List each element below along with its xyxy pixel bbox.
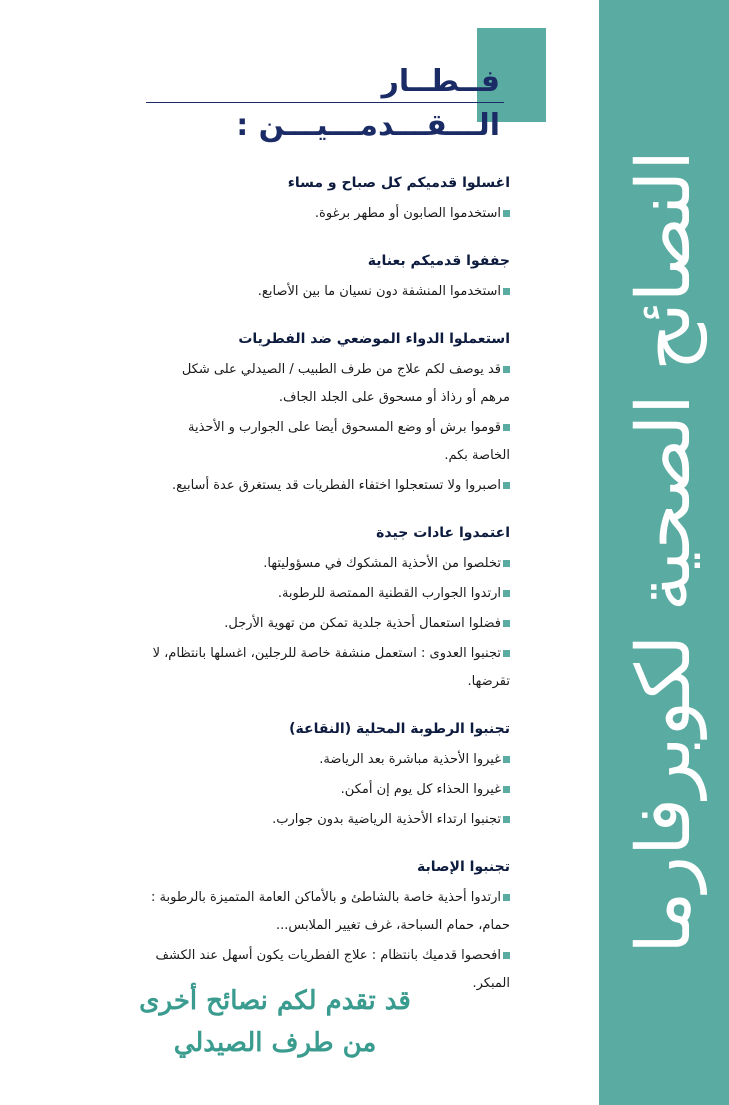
square-bullet-icon (503, 366, 510, 373)
section-heading: تجنبوا الإصابة (417, 859, 510, 875)
list-item: قد يوصف لكم علاج من طرف الطبيب / الصيدلي على شكل مرهم أو رذاذ أو مسحوق على الجلد الجاف. (181, 362, 510, 405)
footer-note (110, 980, 440, 1064)
square-bullet-icon (503, 952, 510, 959)
list-item: افحصوا قدميك بانتظام : علاج الفطريات يكون أسهل عند الكشف المبكر. (155, 948, 510, 991)
list-item: اصبروا ولا تستعجلوا اختفاء الفطريات قد يستغرق عدة أسابيع. (150, 472, 510, 500)
list-item: استخدموا المنشفة دون نسيان ما بين الأصابع. (150, 278, 510, 306)
square-bullet-icon (503, 786, 510, 793)
list-item: تجنبوا العدوى : استعمل منشفة خاصة للرجلين، اغسلها بانتظام، لا تقرضها. (152, 646, 510, 689)
square-bullet-icon (503, 288, 510, 295)
list-item: تجنبوا ارتداء الأحذية الرياضية بدون جوارب. (150, 806, 510, 834)
advice-content (150, 172, 510, 1020)
section-heading: اعتمدوا عادات جيدة (376, 525, 510, 541)
list-item: قوموا برش أو وضع المسحوق أيضا على الجوارب و الأحذية الخاصة بكم. (188, 420, 510, 463)
square-bullet-icon (503, 482, 510, 489)
page-title: فــطــار الـــقـــدمـــيـــن : (236, 64, 500, 143)
section-infection (150, 856, 510, 998)
list-item: فضلوا استعمال أحذية جلدية تمكن من تهوية الأرجل. (150, 610, 510, 638)
section-heading: استعملوا الدواء الموضعي ضد الفطريات (238, 331, 510, 347)
square-bullet-icon (503, 424, 510, 431)
section-habits (150, 522, 510, 696)
square-bullet-icon (503, 816, 510, 823)
section-heading: اغسلوا قدميكم كل صباح و مساء (287, 175, 510, 191)
section-heading: جففوا قدميكم بعناية (367, 253, 510, 269)
square-bullet-icon (503, 894, 510, 901)
list-item: غيروا الأحذية مباشرة بعد الرياضة. (150, 746, 510, 774)
square-bullet-icon (503, 650, 510, 657)
list-item: استخدموا الصابون أو مطهر برغوة. (150, 200, 510, 228)
square-bullet-icon (503, 210, 510, 217)
section-humidity (150, 718, 510, 834)
square-bullet-icon (503, 620, 510, 627)
side-title: النصائح الصحية لكوبرفارما (621, 150, 707, 954)
section-heading: تجنبوا الرطوبة المحلية (النقاعة) (289, 721, 510, 737)
list-item: ارتدوا الجوارب القطنية الممتصة للرطوبة. (150, 580, 510, 608)
square-bullet-icon (503, 560, 510, 567)
square-bullet-icon (503, 590, 510, 597)
section-medication (150, 328, 510, 500)
list-item: غيروا الحذاء كل يوم إن أمكن. (150, 776, 510, 804)
header-underline (146, 102, 504, 103)
square-bullet-icon (503, 756, 510, 763)
section-dry (150, 250, 510, 306)
footer-line-2: من طرف الصيدلي (173, 1028, 377, 1058)
section-wash (150, 172, 510, 228)
list-item: ارتدوا أحذية خاصة بالشاطئ و بالأماكن العامة المتميزة بالرطوبة : حمام، حمام السباحة، غرف تغيير الملابس... (151, 890, 510, 933)
list-item: تخلصوا من الأحذية المشكوك في مسؤوليتها. (150, 550, 510, 578)
footer-line-1: قد تقدم لكم نصائح أخرى (139, 986, 411, 1016)
